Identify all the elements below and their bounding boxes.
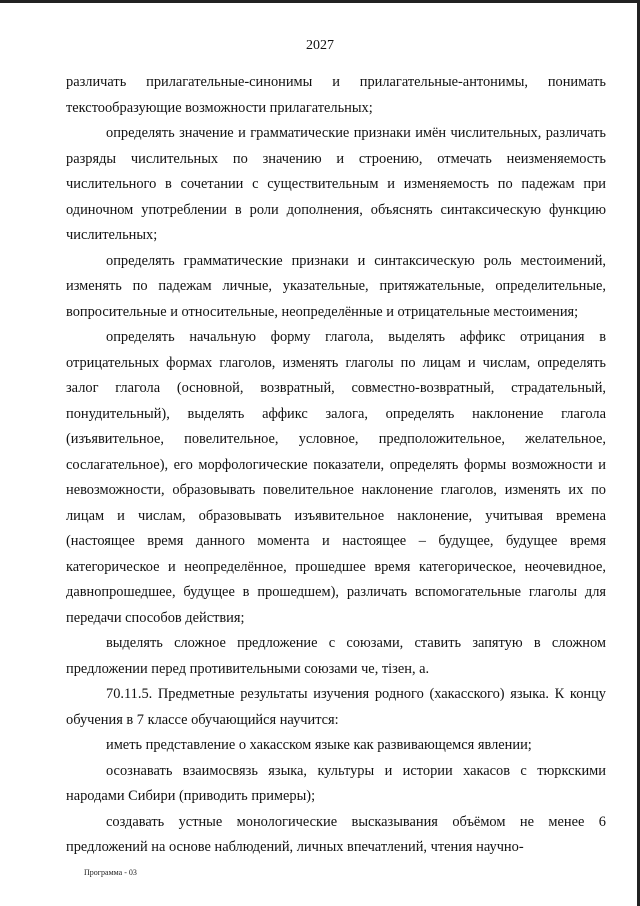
paragraph: определять начальную форму глагола, выделять аффикс отрицания в отрицательных формах глаголов, изменять глаголы по лицам и числам, определять залог глагола (основной, возвратный, совместно-возвратный, страдательный, понудительный), выделять аффикс залога, определять наклонение глагола (изъявительное, повелительное, условное, предположительное, желательное, сослагательное), его морфологические показатели, определять формы возможности и невозможности, образовывать повелительное наклонение глаголов, изменять их по лицам и числам, образовывать изъявительное наклонение, учитывая времена (настоящее время данного момента и настоящее – будущее, будущее время категорическое и неопределённое, прошедшее время категорическое, неочевидное, давнопрошедшее, будущее в прошедшем), различать вспомогательные глаголы для передачи способов действия; xyxy=(66,329,606,626)
paragraph: выделять сложное предложение с союзами, ставить запятую в сложном предложении перед противительными союзами че, тізен, а. xyxy=(66,635,606,677)
paragraph: создавать устные монологические высказывания объёмом не менее 6 предложений на основе наблюдений, личных впечатлений, чтения научно- xyxy=(66,813,606,855)
document-body xyxy=(66,70,606,861)
paragraph: осознавать взаимосвязь языка, культуры и истории хакасов с тюркскими народами Сибири (приводить примеры); xyxy=(66,762,606,804)
paragraph: иметь представление о хакасском языке как развивающемся явлении; xyxy=(106,737,532,753)
paragraph: определять грамматические признаки и синтаксическую роль местоимений, изменять по падежам личные, указательные, притяжательные, определительные, вопросительные и относительные, неопределённые и отрицательные местоимения; xyxy=(66,252,606,320)
paragraph: определять значение и грамматические признаки имён числительных, различать разряды числительных по значению и строению, отмечать неизменяемость числительного в сочетании с существительным и изменяемость по падежам при одиночном употреблении в роли дополнения, объяснять синтаксическую функцию числительных; xyxy=(66,125,606,243)
section-heading-paragraph: 70.11.5. Предметные результаты изучения родного (хакасского) языка. К концу обучения в 7 классе обучающийся научится: xyxy=(66,686,606,728)
footer-label: Программа - 03 xyxy=(84,868,137,877)
page-number: 2027 xyxy=(306,38,334,53)
scan-edge-top xyxy=(0,0,640,3)
paragraph: различать прилагательные-синонимы и прилагательные-антонимы, понимать текстообразующие возможности прилагательных; xyxy=(66,74,606,116)
